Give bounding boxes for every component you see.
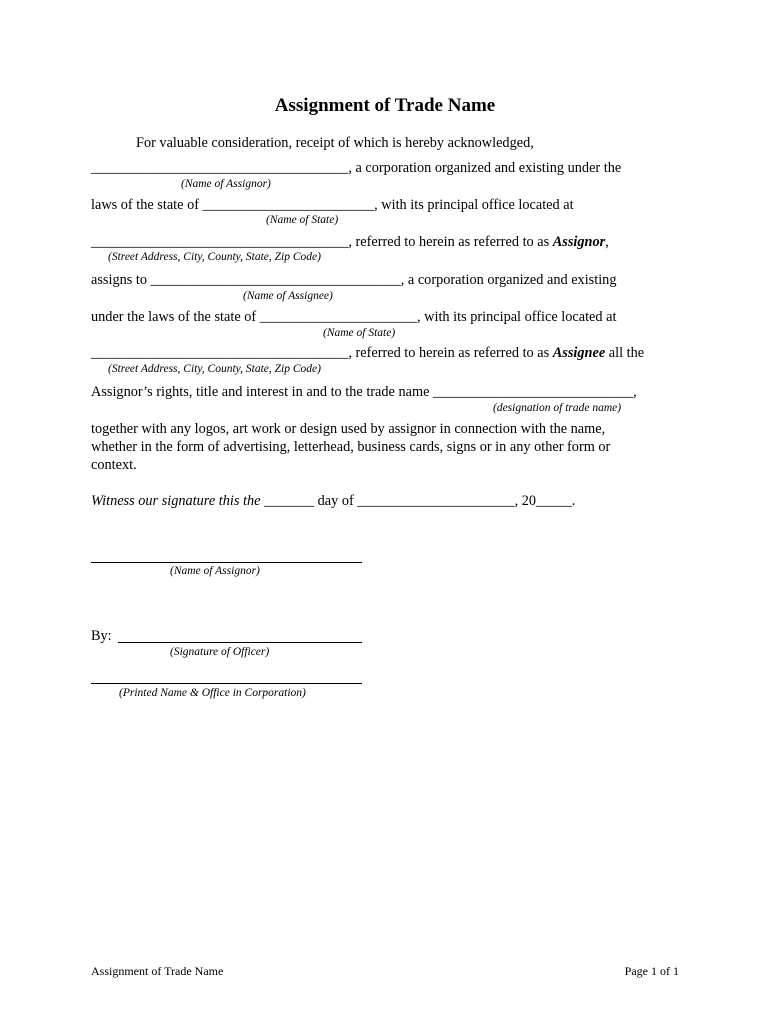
witness-date-text: _______ day of ______________________, 20_____. [260, 493, 576, 509]
intro-text: For valuable consideration, receipt of which is hereby acknowledged, [136, 135, 534, 151]
assignor-address-line [91, 234, 609, 251]
assignee-state-caption: (Name of State) [323, 327, 396, 339]
assignor-state-line: laws of the state of ________________________, with its principal office located at [91, 197, 574, 213]
witness-line [91, 493, 575, 510]
footer-document-title: Assignment of Trade Name [91, 964, 224, 978]
assignor-address-text: ____________________________________, referred to herein as referred to as [91, 234, 550, 250]
assignee-address-text: ____________________________________, referred to herein as referred to as [91, 345, 550, 361]
assignee-line: assigns to ___________________________________, a corporation organized and existing [91, 272, 617, 288]
assignee-name-caption: (Name of Assignee) [243, 290, 333, 302]
printed-name-line [91, 683, 362, 684]
by-label: By: [91, 628, 112, 644]
printed-name-caption: (Printed Name & Office in Corporation) [119, 687, 306, 699]
assignee-address-end: all the [605, 345, 645, 361]
footer-page-number: Page 1 of 1 [624, 964, 679, 978]
officer-signature-line [118, 642, 362, 643]
assignor-address-caption: (Street Address, City, County, State, Zip Code) [108, 251, 321, 263]
assignee-term: Assignee [552, 345, 606, 361]
officer-signature-caption: (Signature of Officer) [170, 646, 270, 658]
assignor-name-caption: (Name of Assignor) [181, 178, 271, 190]
assignee-address-caption: (Street Address, City, County, State, Zip Code) [108, 363, 321, 375]
rights-paragraph: together with any logos, art work or design used by assignor in connection with the name, whether in the form of advertising, letterhead, business cards, signs or in any other form or context. [91, 421, 611, 473]
assignor-term: Assignor [552, 234, 606, 250]
assignor-signature-line [91, 562, 362, 563]
assignor-state-caption: (Name of State) [266, 214, 339, 226]
assignor-line: ____________________________________, a corporation organized and existing under the [91, 160, 622, 176]
trade-name-caption: (designation of trade name) [493, 402, 622, 414]
trade-name-line: Assignor’s rights, title and interest in and to the trade name ____________________________, [91, 384, 637, 400]
assignor-address-end: , [605, 234, 609, 250]
assignee-address-line [91, 345, 644, 362]
assignor-signature-caption: (Name of Assignor) [170, 565, 260, 577]
witness-italic-text: Witness our signature this the [91, 493, 261, 509]
assignee-state-line: under the laws of the state of ______________________, with its principal office located at [91, 309, 617, 325]
document-title: Assignment of Trade Name [274, 95, 496, 116]
